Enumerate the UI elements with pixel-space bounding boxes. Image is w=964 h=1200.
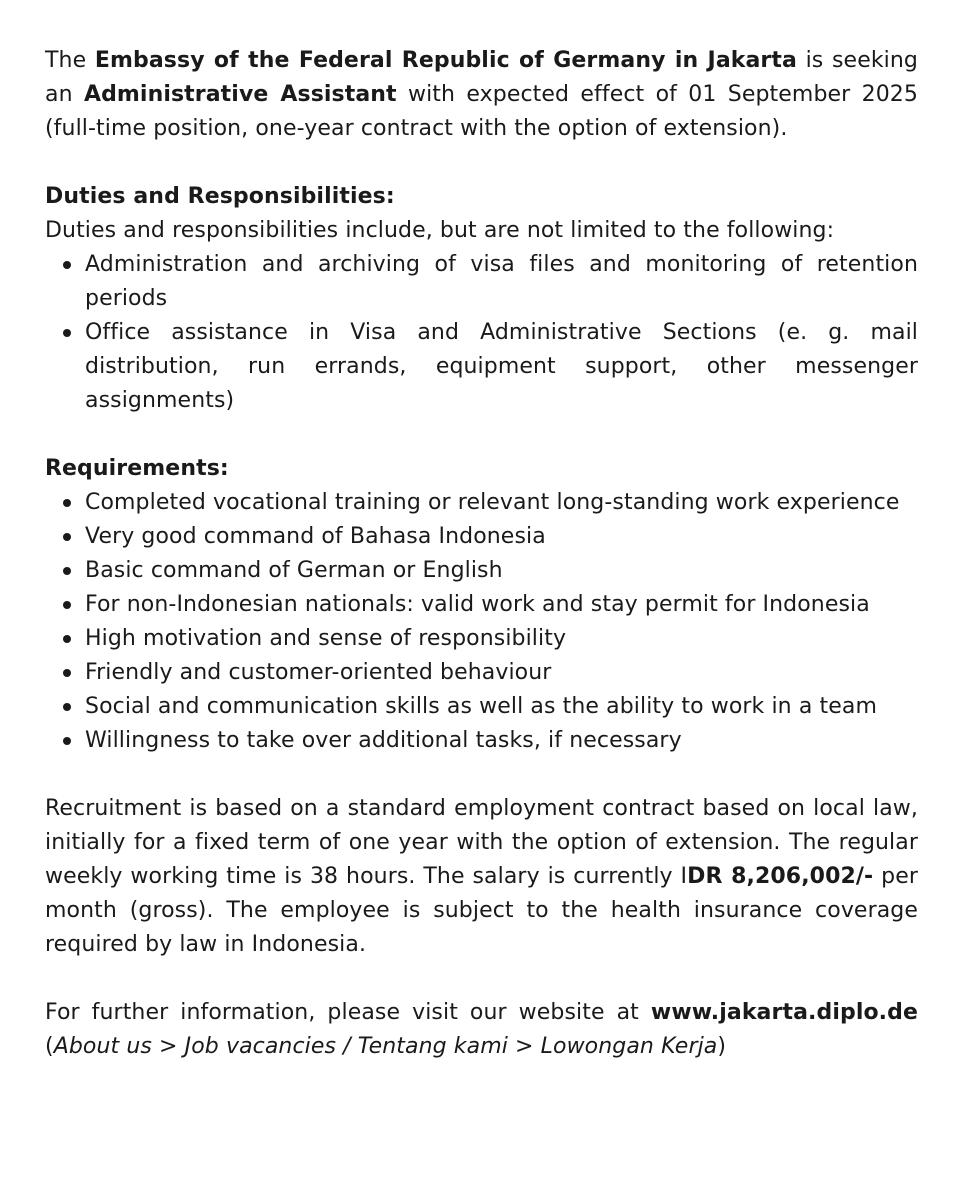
further-text: For further information, please visit our website at	[45, 1000, 651, 1025]
spacer	[45, 962, 918, 996]
requirements-heading: Requirements:	[45, 456, 229, 481]
bullet-icon	[63, 567, 71, 575]
list-item	[45, 486, 918, 520]
bullet-icon	[63, 329, 71, 337]
duties-list	[45, 248, 918, 418]
list-item-text: Very good command of Bahasa Indonesia	[85, 524, 546, 549]
spacer	[45, 418, 918, 452]
duties-lead: Duties and responsibilities include, but are not limited to the following:	[45, 218, 835, 243]
list-item-text: Friendly and customer-oriented behaviour	[85, 660, 552, 685]
position-title: Administrative Assistant	[83, 82, 397, 107]
list-item	[45, 588, 918, 622]
list-item-text: Willingness to take over additional tasks, if necessary	[85, 728, 682, 753]
website-link[interactable]: www.jakarta.diplo.de	[650, 1000, 918, 1025]
list-item-text: Basic command of German or English	[85, 558, 503, 583]
recruitment-text-1: Recruitment is based on a standard employment contract based on local law, initially for a fixed term of one year with the option of extension. The regular weekly working time is 38 hours. The salary is currently I	[45, 796, 918, 889]
bullet-icon	[63, 635, 71, 643]
list-item-text: Social and communication skills as well as the ability to work in a team	[85, 694, 877, 719]
list-item	[45, 656, 918, 690]
embassy-name: Embassy of the Federal Republic of Germany in Jakarta	[94, 48, 797, 73]
bullet-icon	[63, 737, 71, 745]
list-item	[45, 520, 918, 554]
list-item-text: For non-Indonesian nationals: valid work and stay permit for Indonesia	[85, 592, 870, 617]
list-item	[45, 316, 918, 418]
list-item-text: Office assistance in Visa and Administrative Sections (e. g. mail distribution, run errands, equipment support, other messenger assignments)	[85, 320, 918, 413]
requirements-list	[45, 486, 918, 758]
intro-text-1: The	[45, 48, 95, 73]
list-item	[45, 622, 918, 656]
close-paren: )	[717, 1034, 727, 1059]
intro-text-2: is seeking an	[45, 48, 918, 107]
list-item	[45, 248, 918, 316]
recruitment-text-2: per month (gross). The employee is subject to the health insurance coverage required by law in Indonesia.	[45, 864, 919, 957]
open-paren: (	[45, 1034, 54, 1059]
list-item-text: High motivation and sense of responsibility	[85, 626, 567, 651]
website-nav-path: About us > Job vacancies / Tentang kami > Lowongan Kerja	[53, 1034, 718, 1059]
bullet-icon	[63, 261, 71, 269]
spacer	[45, 758, 918, 792]
job-vacancy-notice	[45, 44, 918, 1064]
list-item	[45, 724, 918, 758]
intro-text-3: with expected effect of 01 September 2025 (full-time position, one-year contract with the option of extension).	[45, 82, 918, 141]
bullet-icon	[63, 669, 71, 677]
list-item	[45, 554, 918, 588]
bullet-icon	[63, 533, 71, 541]
list-item-text: Administration and archiving of visa files and monitoring of retention periods	[85, 252, 918, 311]
bullet-icon	[63, 499, 71, 507]
salary-amount: DR 8,206,002/-	[687, 864, 874, 889]
list-item	[45, 690, 918, 724]
list-item-text: Completed vocational training or relevant long-standing work experience	[85, 490, 900, 515]
duties-heading: Duties and Responsibilities:	[45, 184, 395, 209]
bullet-icon	[63, 703, 71, 711]
intro-paragraph	[45, 44, 918, 146]
further-info-paragraph	[45, 996, 918, 1064]
recruitment-paragraph	[45, 792, 918, 962]
spacer	[45, 146, 918, 180]
bullet-icon	[63, 601, 71, 609]
